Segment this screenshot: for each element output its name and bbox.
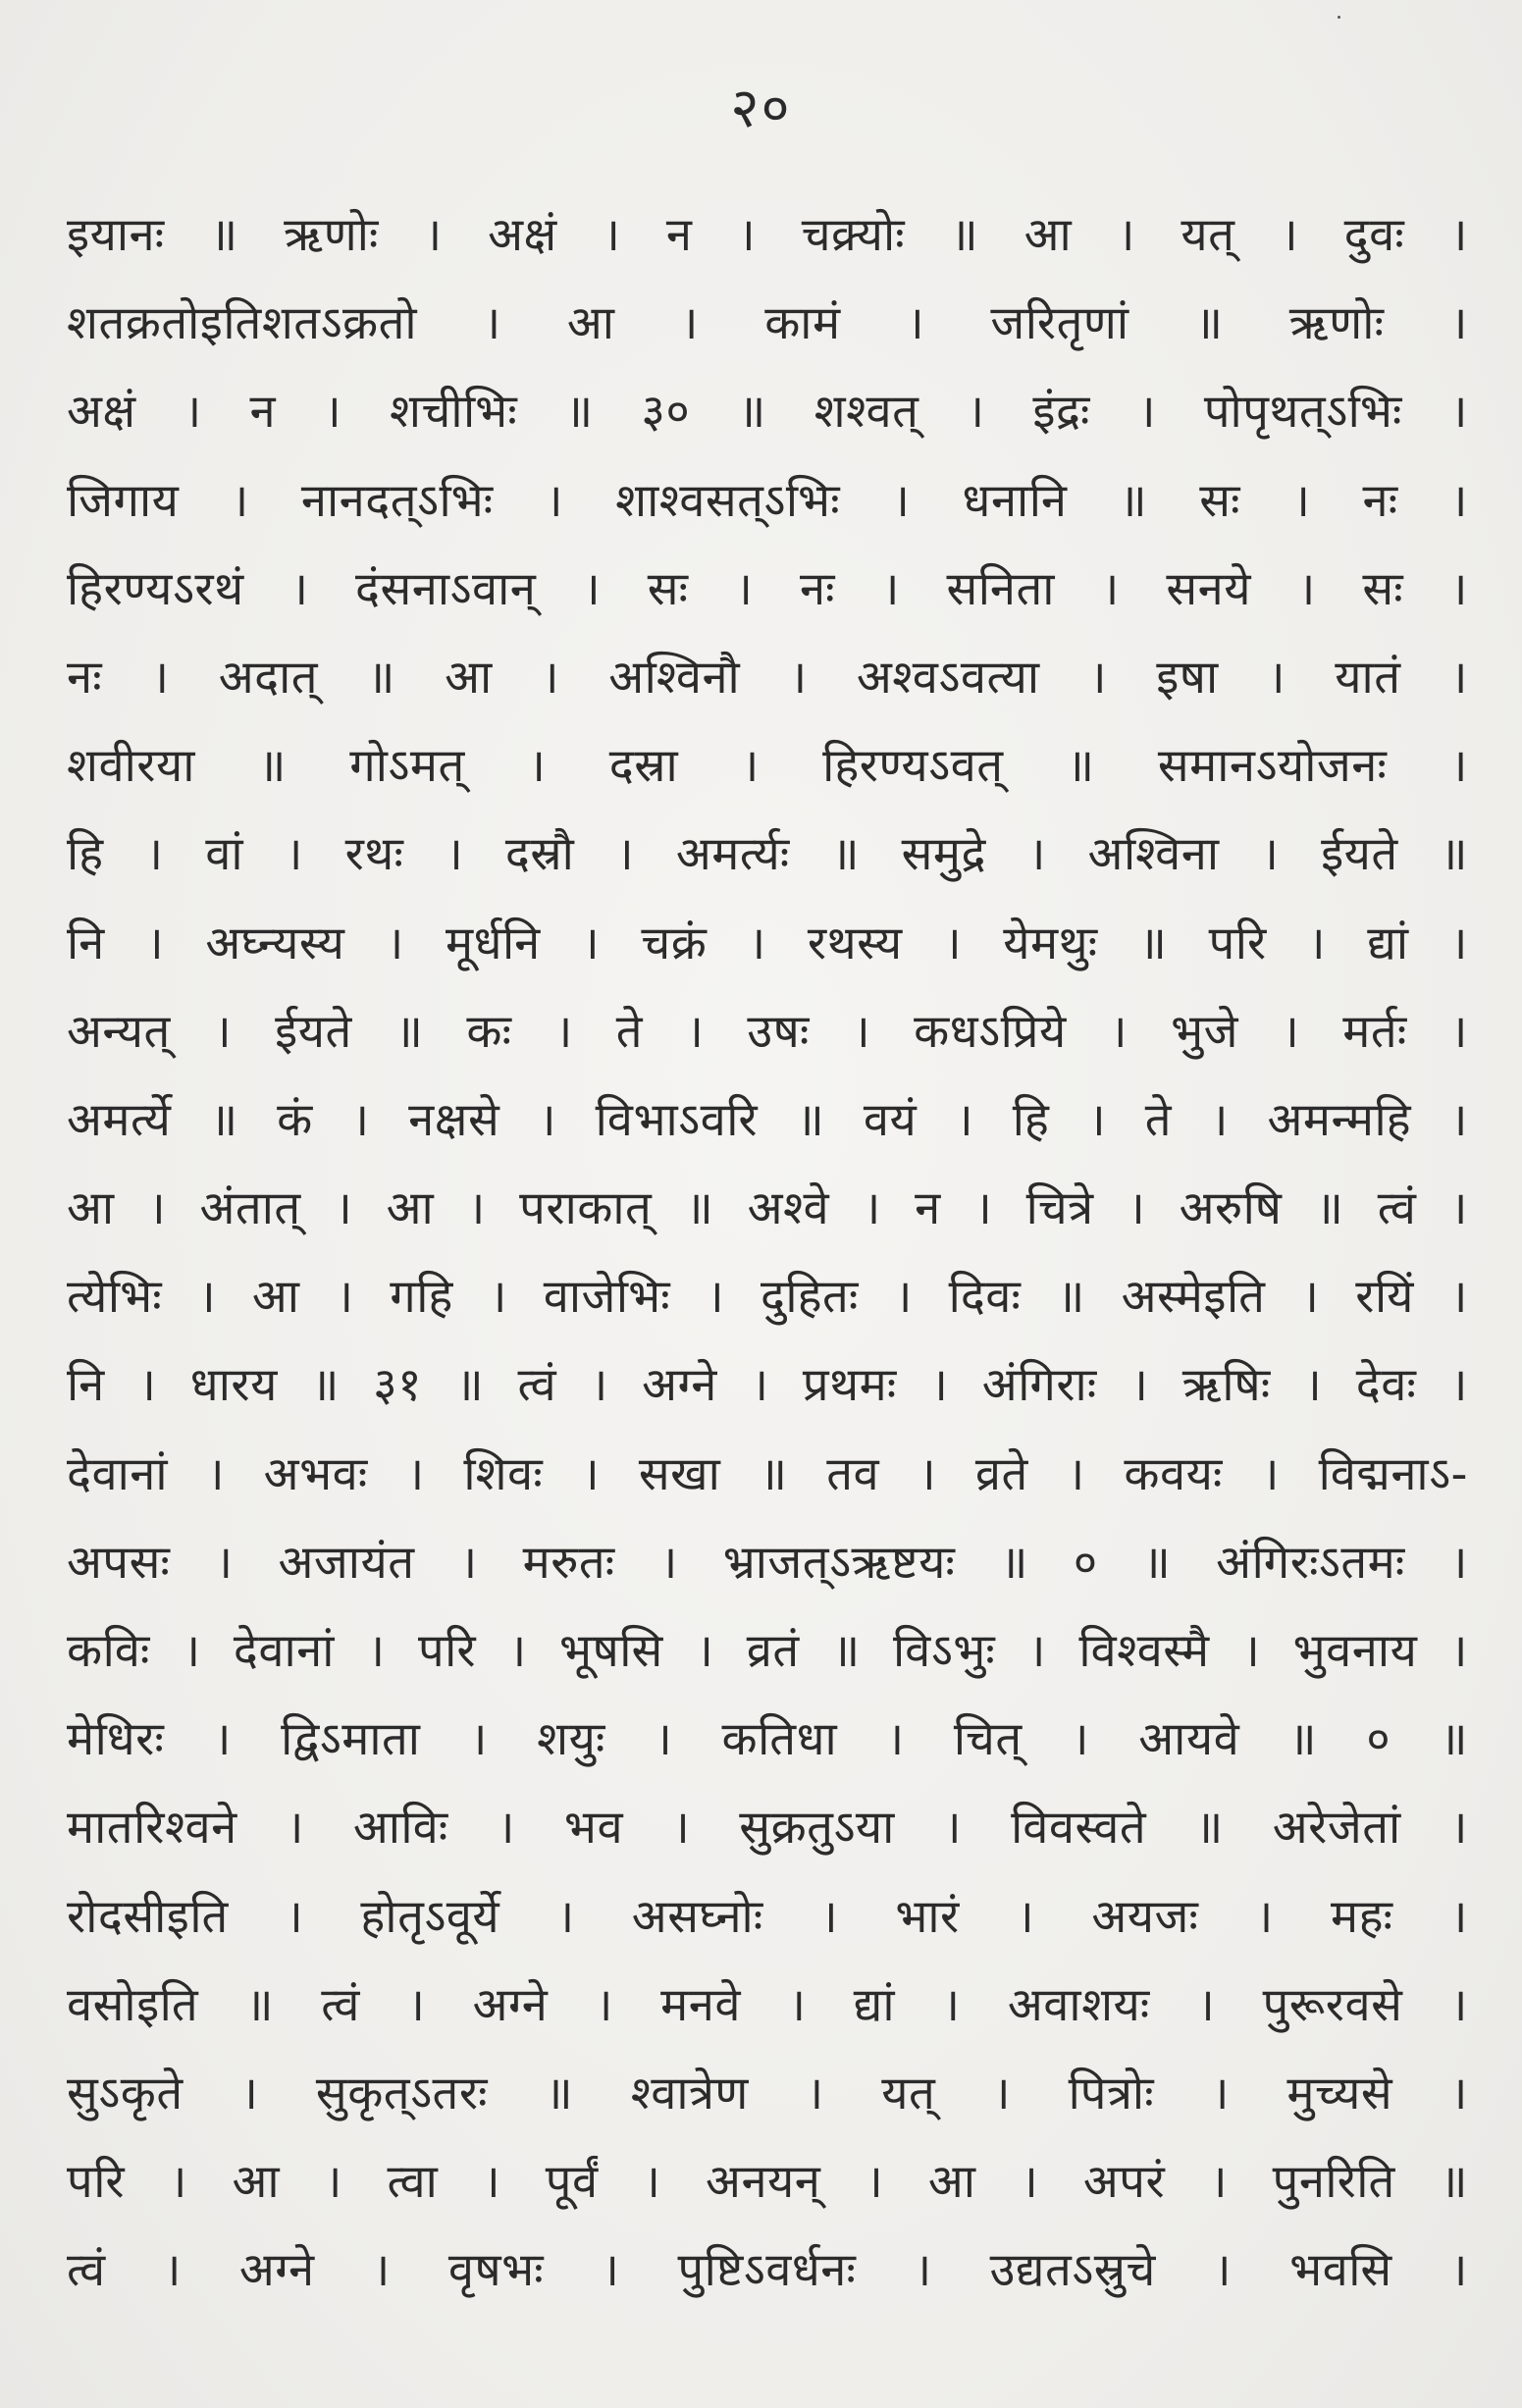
text-line: शवीरया ॥ गोऽमत् । दस्रा । हिरण्यऽवत् ॥ समानऽयोजनः । — [67, 739, 1468, 794]
text-line: हिरण्यऽरथं । दंसनाऽवान् । सः । नः । सनिता । सनये । सः । — [67, 561, 1468, 616]
text-line: जिगाय । नानदत्ऽभिः । शाश्वसत्ऽभिः । धनानि ॥ सः । नः । — [67, 473, 1468, 528]
text-line: मेधिरः । द्विऽमाता । शयुः । कतिधा । चित् । आयवे ॥ ० ॥ — [67, 1712, 1468, 1767]
text-line: नि । अघ्न्यस्य । मूर्धनि । चक्रं । रथस्य । येमथुः ॥ परि । द्यां । — [67, 916, 1468, 970]
page-number: २० — [730, 77, 792, 140]
text-line: अपसः । अजायंत । मरुतः । भ्राजत्ऽऋष्टयः ॥ ० ॥ अंगिरःऽतमः । — [67, 1535, 1468, 1590]
text-line: नि । धारय ॥ ३१ ॥ त्वं । अग्ने । प्रथमः । अंगिराः । ऋषिः । देवः । — [67, 1358, 1468, 1413]
text-line: अन्यत् । ईयते ॥ कः । ते । उषः । कधऽप्रिये । भुजे । मर्तः । — [67, 1004, 1468, 1059]
text-line: रोदसीइति । होतृऽवूर्ये । असघ्नोः । भारं । अयजः । महः । — [67, 1889, 1468, 1944]
text-line: वसोइति ॥ त्वं । अग्ने । मनवे । द्यां । अवाशयः । पुरूरवसे । — [67, 1977, 1468, 2032]
text-line: त्येभिः । आ । गहि । वाजेभिः । दुहितः । दिवः ॥ अस्मेइति । रयिं । — [67, 1270, 1468, 1325]
text-line: मातरिश्वने । आविः । भव । सुक्रतुऽया । विवस्वते ॥ अरेजेतां । — [67, 1801, 1468, 1856]
text-line: कविः । देवानां । परि । भूषसि । व्रतं ॥ विऽभुः । विश्वस्मै । भुवनाय । — [67, 1624, 1468, 1678]
scan-speck — [1338, 16, 1340, 19]
text-line: देवानां । अभवः । शिवः । सखा ॥ तव । व्रते । कवयः । विद्मनाऽ- — [67, 1446, 1468, 1501]
text-line: आ । अंतात् । आ । पराकात् ॥ अश्वे । न । चित्रे । अरुषि ॥ त्वं । — [67, 1181, 1468, 1236]
text-line: हि । वां । रथः । दस्रौ । अमर्त्यः ॥ समुद्रे । अश्विना । ईयते ॥ — [67, 827, 1468, 882]
text-line: सुऽकृते । सुकृत्ऽतरः ॥ श्वात्रेण । यत् । पित्रोः । मुच्यसे । — [67, 2066, 1468, 2120]
text-line: इयानः ॥ ऋणोः । अक्षं । न । चक्र्योः ॥ आ । यत् । दुवः । — [67, 208, 1468, 262]
text-line: परि । आ । त्वा । पूर्वं । अनयन् । आ । अपरं । पुनरिति ॥ — [67, 2155, 1468, 2210]
text-line: त्वं । अग्ने । वृषभः । पुष्टिऽवर्धनः । उद्यतऽस्रुचे । भवसि । — [67, 2243, 1468, 2298]
text-line: अक्षं । न । शचीभिः ॥ ३० ॥ शश्वत् । इंद्रः । पोपृथत्ऽभिः । — [67, 385, 1468, 440]
text-line: अमर्त्ये ॥ कं । नक्षसे । विभाऽवरि ॥ वयं । हि । ते । अमन्महि । — [67, 1092, 1468, 1147]
text-line: नः । अदात् ॥ आ । अश्विनौ । अश्वऽवत्या । इषा । यातं । — [67, 650, 1468, 705]
text-body — [67, 191, 1468, 2316]
text-line: शतक्रतोइतिशतऽक्रतो । आ । कामं । जरितृणां ॥ ऋणोः । — [67, 296, 1468, 351]
